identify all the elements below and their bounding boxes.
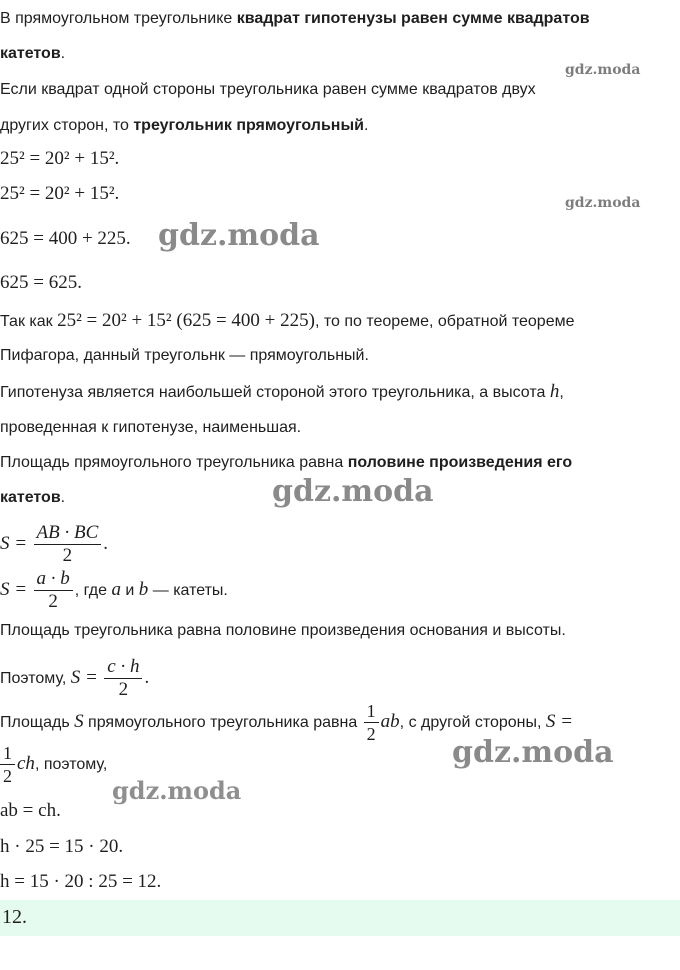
paragraph-since: Так как 25² = 20² + 15² (625 = 400 + 225), то по теореме, обратной теореме (0, 310, 575, 331)
fraction-one-half: $\frac{1}{2}$ (0, 742, 15, 787)
paragraph-converse: Если квадрат одной стороны треугольника равен сумме квадратов двух (0, 81, 536, 98)
paragraph-area-equal: Площадь S прямоугольного треугольника равна $\frac{1}{2}$ ab, с другой стороны, S = (0, 701, 573, 745)
fraction: $\frac{a \cdot b}{2}$ (34, 568, 73, 613)
formula-area-ab-bc: S = $\frac{AB \cdot BC}{2}$ . (0, 522, 109, 567)
watermark: gdz.moda (452, 735, 614, 770)
paragraph-area-rule-cont: катетов. (0, 489, 66, 506)
fraction: $\frac{c \cdot h}{2}$ (104, 656, 142, 701)
formula-area-legs: S = $\frac{a \cdot b}{2}$ , где a и b — катеты. (0, 568, 228, 613)
answer-box (0, 900, 680, 936)
equation-4: 625 = 625. (0, 272, 82, 293)
equation-2: 25² = 20² + 15². (0, 183, 120, 204)
fraction: $\frac{AB \cdot BC}{2}$ (34, 522, 102, 567)
paragraph-since-cont: Пифагора, данный треугольнк — прямоугольный. (0, 347, 369, 364)
equation-7: h = 15 · 20 : 25 = 12. (0, 871, 162, 892)
equation-1: 25² = 20² + 15². (0, 148, 120, 169)
equation-3: 625 = 400 + 225. (0, 228, 131, 249)
formula-area-ch: Поэтому, S = $\frac{c \cdot h}{2}$ . (0, 656, 150, 701)
equation-5: ab = ch. (0, 800, 61, 821)
fraction-one-half: $\frac{1}{2}$ (364, 700, 379, 745)
watermark: gdz.moda (565, 195, 641, 211)
paragraph-converse-cont: других сторон, то треугольник прямоугольный. (0, 117, 369, 134)
equation-6: h · 25 = 15 · 20. (0, 836, 124, 857)
watermark: gdz.moda (158, 218, 320, 253)
paragraph-hypotenuse-longest: Гипотенуза является наибольшей стороной этого треугольника, а высота h, (0, 381, 564, 402)
paragraph-area-rule: Площадь прямоугольного треугольника равна половине произведения его (0, 454, 573, 471)
answer-value: 12. (2, 906, 27, 928)
paragraph-hypotenuse-longest-cont: проведенная к гипотенузе, наименьшая. (0, 419, 302, 436)
paragraph-area-equal-cont: $\frac{1}{2}$ ch, поэтому, (0, 742, 680, 787)
watermark: gdz.moda (272, 474, 434, 509)
paragraph-hypotenuse-rule-cont: катетов. (0, 45, 66, 62)
paragraph-area-base-height: Площадь треугольника равна половине произведения основания и высоты. (0, 622, 566, 639)
watermark: gdz.moda (112, 776, 242, 805)
watermark: gdz.moda (565, 62, 641, 78)
paragraph-hypotenuse-rule: В прямоугольном треугольнике квадрат гипотенузы равен сумме квадратов (0, 10, 590, 27)
